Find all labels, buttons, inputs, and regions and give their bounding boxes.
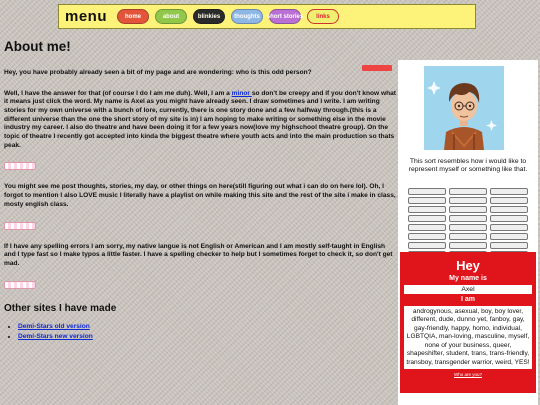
avatar-drawing [424,66,504,150]
site-link-new[interactable]: Demi-Stars new version [18,332,93,340]
badge-button [490,215,528,222]
intro-paragraph: Hey, you have probably already seen a bit of my page and are wondering: who is this odd person? [4,68,312,76]
nav-short-stories-button[interactable]: short stories [269,9,301,24]
list-item [18,323,396,332]
about-paragraph [4,90,396,151]
avatar [424,66,504,150]
card-name-value: Axel [404,285,532,294]
divider-stamp-2 [4,222,36,230]
divider-stamp-1 [4,162,36,170]
badge-button [408,233,446,240]
sidebar-top-tag [362,65,392,71]
card-name-label: My name is [449,275,487,282]
badge-button [449,242,487,249]
nav-links-button[interactable]: links [307,9,339,24]
nav-home-button[interactable]: home [117,9,149,24]
badge-button [490,224,528,231]
identity-card [400,252,536,393]
badge-button [408,215,446,222]
badge-button [408,206,446,213]
badge-button [449,224,487,231]
site-link-old[interactable]: Demi-Stars old version [18,322,90,330]
sidebar [398,60,538,405]
badge-button [408,224,446,231]
divider-stamp-3 [4,281,36,289]
posts-paragraph: You might see me post thoughts, stories, my day, or other things on here(still figuring out what i can do on here lol). Oh, I forgot to mention I also LOVE music I literally have a playlist on while making this site and the rest of the site i make in class, mosty english class. [4,183,396,208]
sidebar-caption: This sort resembles how i would like to represent myself or something like that. [408,158,528,174]
page-title: About me! [4,39,71,54]
badge-button [490,197,528,204]
badge-button [449,215,487,222]
badge-button [490,233,528,240]
badge-button [449,206,487,213]
badge-button [449,233,487,240]
menu-label: menu [65,8,108,25]
other-sites-list [4,323,396,341]
about-text-end: so don't be creepy and if you don't know what it means just click the word. My name is Axel as you might have already seen. I draw sometimes and I write. I am writing stories for my own universe with a bunch of lore, currently, there is one story done and a few halfway through.(this is a different universe than the one the short story of my site is in) I am hoping to make writing or something else in the movie industry my career. I also do theatre and have been doing it for a few years now(love my highschool theatre group). On the topic of theatre I recently got accepted into kinda the biggest theatre where youth acts and into the main production so thats peak. [4,89,396,149]
badge-button [490,188,528,195]
spelling-paragraph: If I have any spelling errors I am sorry, my native langue is not English or American and I am mostly self-taught in English and I type fast so I make typos a little faster. I have a spelling checker to help but I sometimes forget to check it, so don't get mad. [4,242,393,267]
card-who-are-you-link[interactable]: Who are you? [453,372,482,378]
list-item [18,333,396,342]
nav-thoughts-button[interactable]: thoughts [231,9,263,24]
nav-about-button[interactable]: about [155,9,187,24]
nav-blinkies-button[interactable]: blinkies [193,9,225,24]
badge-button [449,188,487,195]
other-sites-heading: Other sites I have made [4,302,117,314]
main-content [4,38,396,342]
card-i-am-label: I am [460,296,475,303]
badge-button [490,242,528,249]
about-text-start: Well, I have the answer for that (of course I do I am me duh). Well, I am a [4,89,232,97]
badge-button [408,188,446,195]
top-nav [58,4,476,29]
badge-button [449,197,487,204]
minor-link[interactable]: minor [231,89,252,97]
card-greeting: Hey [456,258,480,273]
badge-button [408,197,446,204]
badge-button [490,206,528,213]
card-description: androgynous, asexual, boy, boy lover, different, dude, dunno yet, fanboy, gay, gay-friendly, happy, homo, individual, LGBTQIA, man-loving, masculine, myself, none of your business, queer, shapeshifter, student, trans, trans-friendly, transboy, transgender warrior, weird, YES! [404,306,532,369]
badge-button [408,242,446,249]
